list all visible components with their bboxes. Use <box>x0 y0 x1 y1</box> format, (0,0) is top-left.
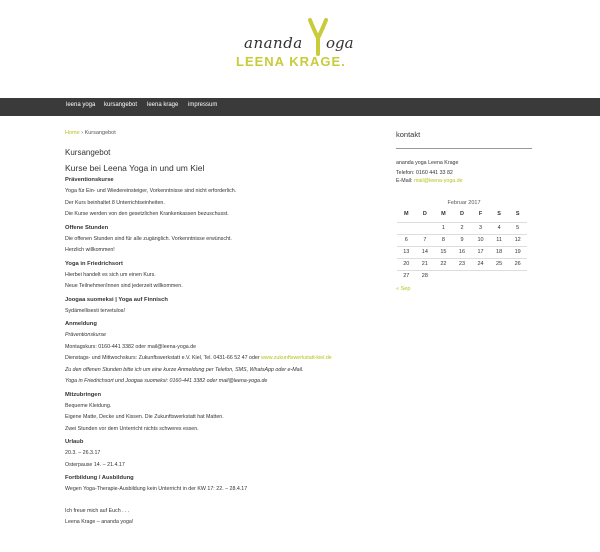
paragraph <box>65 450 375 462</box>
calendar-day: 2 <box>453 222 472 234</box>
paragraph-text: Leena Krage – ananda yoga! <box>65 519 134 525</box>
paragraph <box>65 519 375 531</box>
paragraph-text: Osterpause 14. – 21.4.17 <box>65 461 125 468</box>
page-title: Kurse bei Leena Yoga in und um Kiel <box>65 163 205 173</box>
section-heading <box>65 475 375 486</box>
paragraph <box>65 272 375 284</box>
paragraph <box>65 236 375 248</box>
paragraph-text: Herzlich willkommen! <box>65 247 115 253</box>
main-content <box>65 130 375 531</box>
section-heading <box>65 297 375 308</box>
paragraph <box>65 426 375 438</box>
calendar-table <box>397 206 527 282</box>
paragraph-text: Zu den offenen Stunden bitte ich um eine kurze Anmeldung per Telefon, SMS, WhatsApp oder e-Mail. <box>65 366 304 373</box>
page-label: Kursangebot <box>65 148 111 157</box>
paragraph-text: Dienstags- und Mittwochskurs: Zukunftswerkstatt e.V. Kiel, Tel. 0431-66 52 47 oder <box>65 355 262 361</box>
sidebar <box>396 130 532 292</box>
sidebar-title: kontakt <box>396 130 421 139</box>
section-heading-text: Joogaa suomeksi | Yoga auf Finnisch <box>65 296 168 303</box>
paragraph-text: Wegen Yoga-Therapie-Ausbildung kein Unterricht in der KW 17: 22. – 28.4.17 <box>65 486 248 492</box>
calendar-caption: Februar 2017 <box>447 200 481 206</box>
calendar-day: 1 <box>434 222 453 234</box>
calendar-day: 12 <box>508 234 527 246</box>
paragraph-text: Ich freue mich auf Euch . . . <box>65 507 130 514</box>
calendar-day: 8 <box>434 234 453 246</box>
calendar-day: 15 <box>434 246 453 258</box>
section-heading <box>65 321 375 332</box>
calendar-day: 5 <box>508 222 527 234</box>
calendar-day-header: S <box>515 210 520 217</box>
calendar-day: 11 <box>490 234 509 246</box>
section-heading <box>65 225 375 236</box>
paragraph <box>65 367 375 379</box>
calendar-day: 25 <box>490 258 509 270</box>
paragraph <box>65 486 375 498</box>
calendar-day-header: D <box>422 210 427 217</box>
section-heading-text: Mitzubringen <box>65 391 102 398</box>
calendar-day: 7 <box>416 234 435 246</box>
paragraph <box>65 344 375 356</box>
calendar-week <box>397 258 527 270</box>
calendar-day <box>471 270 490 282</box>
contact-email-row <box>396 177 532 185</box>
calendar-week <box>397 222 527 234</box>
content-body <box>65 177 375 531</box>
calendar-week <box>397 246 527 258</box>
paragraph-text: Die offenen Stunden sind für alle zugänglich. Vorkenntnisse erwünscht. <box>65 235 232 242</box>
section-heading-text: Offene Stunden <box>65 224 109 231</box>
paragraph-text: Neue Teilnehmer/innen sind jederzeit willkommen. <box>65 283 183 289</box>
paragraph-text: Yoga in Friedrichsort und Joogaa suomeksi: 0160-441 3382 oder mail@leena-yoga.de <box>65 378 268 384</box>
contact-name: ananda yoga Leena Krage <box>396 160 459 166</box>
calendar-day <box>416 222 435 234</box>
calendar-day: 22 <box>434 258 453 270</box>
paragraph <box>65 403 375 415</box>
nav-leena-krage[interactable]: leena krage <box>147 102 179 108</box>
calendar-widget <box>396 200 532 292</box>
contact-email-link[interactable]: mail@leena-yoga.de <box>413 178 463 184</box>
calendar-day: 3 <box>471 222 490 234</box>
contact-phone: Telefon: 0160 441 33 82 <box>396 170 453 176</box>
calendar-day <box>490 270 509 282</box>
calendar-day <box>397 222 416 234</box>
calendar-day-header: F <box>478 210 483 217</box>
calendar-week <box>397 270 527 282</box>
calendar-day: 13 <box>397 246 416 258</box>
section-heading-text: Fortbildung / Ausbildung <box>65 475 134 481</box>
logo-word-oga: oga <box>326 34 354 52</box>
nav-kursangebot[interactable]: kursangebot <box>104 102 138 108</box>
calendar-day: 20 <box>397 258 416 270</box>
paragraph <box>65 200 375 212</box>
paragraph-text: Sydämellisesti tervetuloa! <box>65 307 126 314</box>
calendar-day-header: D <box>459 210 464 217</box>
calendar-day: 24 <box>471 258 490 270</box>
calendar-day <box>434 270 453 282</box>
paragraph-text: Präventionskurse <box>65 332 106 338</box>
main-navigation <box>0 98 600 116</box>
calendar-day: 9 <box>453 234 472 246</box>
section-heading <box>65 392 375 403</box>
paragraph-text: Montagskurs: 0160-441 3382 oder mail@leena-yoga.de <box>65 343 197 350</box>
section-heading-text: Präventionskurse <box>65 177 114 183</box>
section-heading <box>65 439 375 450</box>
section-heading-text: Yoga in Friedrichsort <box>65 260 123 267</box>
paragraph <box>65 188 375 200</box>
paragraph <box>65 247 375 259</box>
calendar-day <box>508 270 527 282</box>
calendar-day: 26 <box>508 258 527 270</box>
paragraph-text: Der Kurs beinhaltet 8 Unterrichtseinheiten. <box>65 199 165 206</box>
section-heading-text: Anmeldung <box>65 321 97 327</box>
calendar-day-header: S <box>497 210 501 217</box>
calendar-day: 23 <box>453 258 472 270</box>
calendar-day-header: M <box>441 210 446 217</box>
calendar-day: 14 <box>416 246 435 258</box>
calendar-day: 18 <box>490 246 509 258</box>
paragraph <box>65 283 375 295</box>
section-heading <box>65 261 375 272</box>
paragraph <box>65 308 375 320</box>
logo-word-ananda: ananda <box>244 34 303 52</box>
paragraph-text: 20.3. – 26.3.17 <box>65 450 101 456</box>
nav-leena-yoga[interactable]: leena yoga <box>66 102 96 108</box>
calendar-prev-link[interactable]: « Sep <box>396 286 411 292</box>
breadcrumb-separator: › <box>81 130 84 136</box>
calendar-day: 17 <box>471 246 490 258</box>
paragraph-text: Eigene Matte, Decke und Kissen. Die Zukunftswerkstatt hat Matten. <box>65 414 224 420</box>
paragraph <box>65 508 375 520</box>
external-link[interactable]: www.zukunftswerkstatt-kiel.de <box>261 355 332 361</box>
calendar-day: 27 <box>397 270 416 282</box>
calendar-day: 4 <box>490 222 509 234</box>
calendar-week <box>397 234 527 246</box>
breadcrumb <box>65 130 375 140</box>
calendar-day: 19 <box>508 246 527 258</box>
breadcrumb-current: Kursangebot <box>84 130 116 136</box>
paragraph-text: Bequeme Kleidung. <box>65 402 112 409</box>
calendar-day <box>453 270 472 282</box>
paragraph <box>65 414 375 426</box>
calendar-day: 16 <box>453 246 472 258</box>
paragraph-text: Yoga für Ein- und Wiedereinsteiger, Vorkenntnisse sind nicht erforderlich. <box>65 188 237 194</box>
spacer <box>65 498 375 508</box>
paragraph <box>65 462 375 474</box>
calendar-day: 28 <box>416 270 435 282</box>
paragraph <box>65 378 375 390</box>
paragraph-text: Die Kurse werden von den gesetzlichen Krankenkassen bezuschusst. <box>65 211 229 217</box>
paragraph <box>65 355 375 367</box>
logo-tagline: LEENA KRAGE. <box>236 54 346 69</box>
paragraph <box>65 332 375 344</box>
calendar-day-header: M <box>403 210 409 217</box>
calendar-day: 21 <box>416 258 435 270</box>
contact-email-label: E-Mail: <box>396 178 414 184</box>
section-heading <box>65 177 375 188</box>
sidebar-divider <box>396 148 532 149</box>
calendar-day: 10 <box>471 234 490 246</box>
paragraph-text: Zwei Stunden vor dem Unterricht nichts schweres essen. <box>65 425 199 432</box>
nav-impressum[interactable]: impressum <box>188 102 218 108</box>
calendar-day: 6 <box>397 234 416 246</box>
paragraph-text: Hierbei handelt es sich um einen Kurs. <box>65 271 156 278</box>
section-heading-text: Urlaub <box>65 439 84 445</box>
paragraph <box>65 211 375 223</box>
site-logo[interactable] <box>238 20 368 76</box>
logo-y-icon <box>308 16 328 56</box>
breadcrumb-home-link[interactable]: Home <box>65 130 80 136</box>
